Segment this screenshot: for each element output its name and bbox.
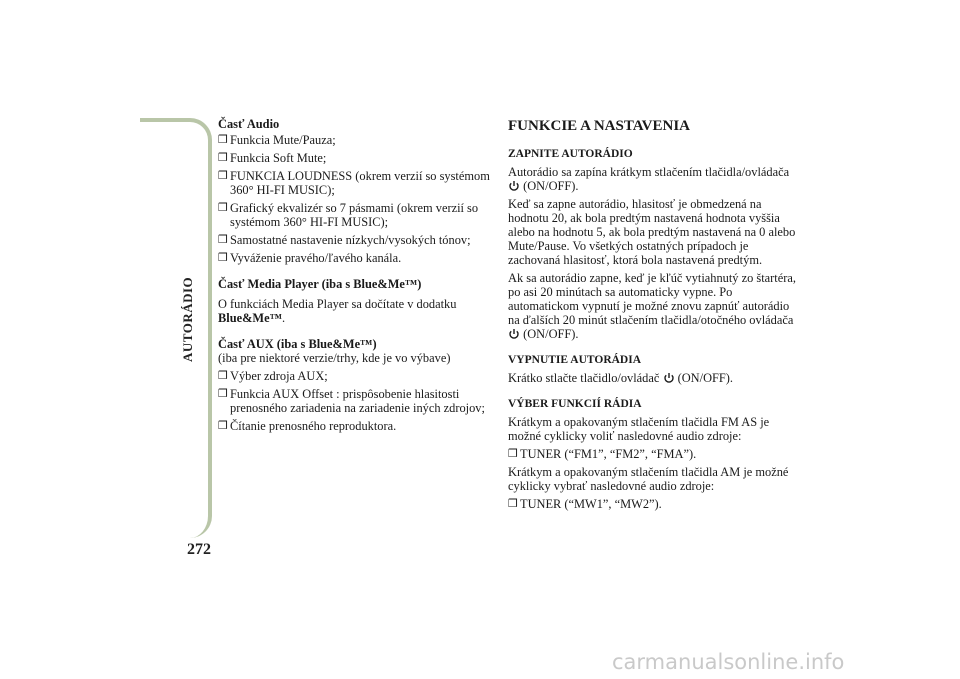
list-item: ❒ Vyváženie pravého/ľavého kanála. bbox=[218, 251, 402, 265]
bullet-icon: ❒ bbox=[218, 151, 228, 164]
bullet-icon: ❒ bbox=[218, 133, 228, 146]
list-item: ❒ Výber zdroja AUX; bbox=[218, 369, 328, 383]
bullet-icon: ❒ bbox=[508, 447, 518, 460]
chapter-label: AUTORÁDIO bbox=[180, 276, 195, 362]
bullet-icon: ❒ bbox=[508, 497, 518, 510]
radio-select-heading: VÝBER FUNKCIÍ RÁDIA bbox=[508, 398, 642, 410]
page-number: 272 bbox=[187, 541, 211, 558]
volume-paragraph: Keď sa zapne autorádio, hlasitosť je obmedzená na hodnotu 20, ak bola predtým nastavená hodnota vyššia alebo na hodnotu 5, ak bola predtým nastavená na 0 alebo Mute/Pause. Vo všetkých ostatných prípadoch je zachovaná hlasitosť, ktorá bola nastavená predtým. bbox=[508, 197, 796, 267]
watermark: carmanualsonline.info bbox=[612, 650, 845, 674]
list-item: ❒ TUNER (“FM1”, “FM2”, “FMA”). bbox=[508, 447, 697, 461]
list-item: ❒ Samostatné nastavenie nízkych/vysokých tónov; bbox=[218, 233, 471, 247]
media-reference: Blue&Me™ bbox=[218, 311, 283, 325]
bullet-icon: ❒ bbox=[218, 201, 228, 214]
am-paragraph: Krátkym a opakovaným stlačením tlačidla AM je možné cyklicky vybrať nasledovné audio zdroje: bbox=[508, 465, 789, 493]
power-icon bbox=[508, 328, 520, 340]
audio-heading: Časť Audio bbox=[218, 117, 280, 131]
aux-note: (iba pre niektoré verzie/trhy, kde je vo výbave) bbox=[218, 351, 451, 365]
fm-paragraph: Krátkym a opakovaným stlačením tlačidla FM AS je možné cyklicky voliť nasledovné audio zdroje: bbox=[508, 415, 770, 443]
list-item: ❒ TUNER (“MW1”, “MW2”). bbox=[508, 497, 662, 511]
left-column bbox=[218, 117, 498, 437]
list-item: ❒ Čítanie prenosného reproduktora. bbox=[218, 419, 397, 433]
media-paragraph: O funkciách Media Player sa dočítate v dodatku Blue&Me™. bbox=[218, 297, 457, 325]
right-column bbox=[508, 117, 798, 515]
list-item: ❒ Funkcia Soft Mute; bbox=[218, 151, 327, 165]
list-item: ❒ FUNKCIA LOUDNESS (okrem verzií so systémom 360° HI-FI MUSIC); bbox=[218, 169, 490, 197]
media-heading: Časť Media Player (iba s Blue&Me™) bbox=[218, 277, 422, 291]
audio-list bbox=[218, 133, 498, 265]
power-icon bbox=[508, 180, 520, 192]
aux-list bbox=[218, 369, 498, 433]
bullet-icon: ❒ bbox=[218, 369, 228, 382]
bullet-icon: ❒ bbox=[218, 169, 228, 182]
section-title: FUNKCIE A NASTAVENIA bbox=[508, 118, 690, 134]
auto-off-paragraph: Ak sa autorádio zapne, keď je kľúč vytiahnutý zo štartéra, po asi 20 minútach sa automaticky vypne. Po automatickom vypnutí je možné znovu zapnúť autorádio na ďalších 20 minút stlačením tlačidla/otočného ovládača (ON/OFF). bbox=[508, 271, 796, 341]
power-on-paragraph: Autorádio sa zapína krátkym stlačením tlačidla/ovládača (ON/OFF). bbox=[508, 165, 790, 193]
power-off-heading: VYPNUTIE AUTORÁDIA bbox=[508, 354, 642, 366]
power-icon bbox=[663, 372, 675, 384]
power-off-paragraph: Krátko stlačte tlačidlo/ovládač (ON/OFF). bbox=[508, 371, 734, 385]
bullet-icon: ❒ bbox=[218, 233, 228, 246]
list-item: ❒ Funkcia Mute/Pauza; bbox=[218, 133, 336, 147]
list-item: ❒ Funkcia AUX Offset : prispôsobenie hlasitosti prenosného zariadenia na zariadenie iných zdrojov; bbox=[218, 387, 485, 415]
bullet-icon: ❒ bbox=[218, 387, 228, 400]
bullet-icon: ❒ bbox=[218, 419, 228, 432]
power-on-heading: ZAPNITE AUTORÁDIO bbox=[508, 148, 633, 160]
aux-heading: Časť AUX (iba s Blue&Me™) bbox=[218, 337, 377, 351]
list-item: ❒ Grafický ekvalizér so 7 pásmami (okrem verzií so systémom 360° HI-FI MUSIC); bbox=[218, 201, 479, 229]
sidebar-bracket bbox=[140, 118, 212, 538]
bullet-icon: ❒ bbox=[218, 251, 228, 264]
